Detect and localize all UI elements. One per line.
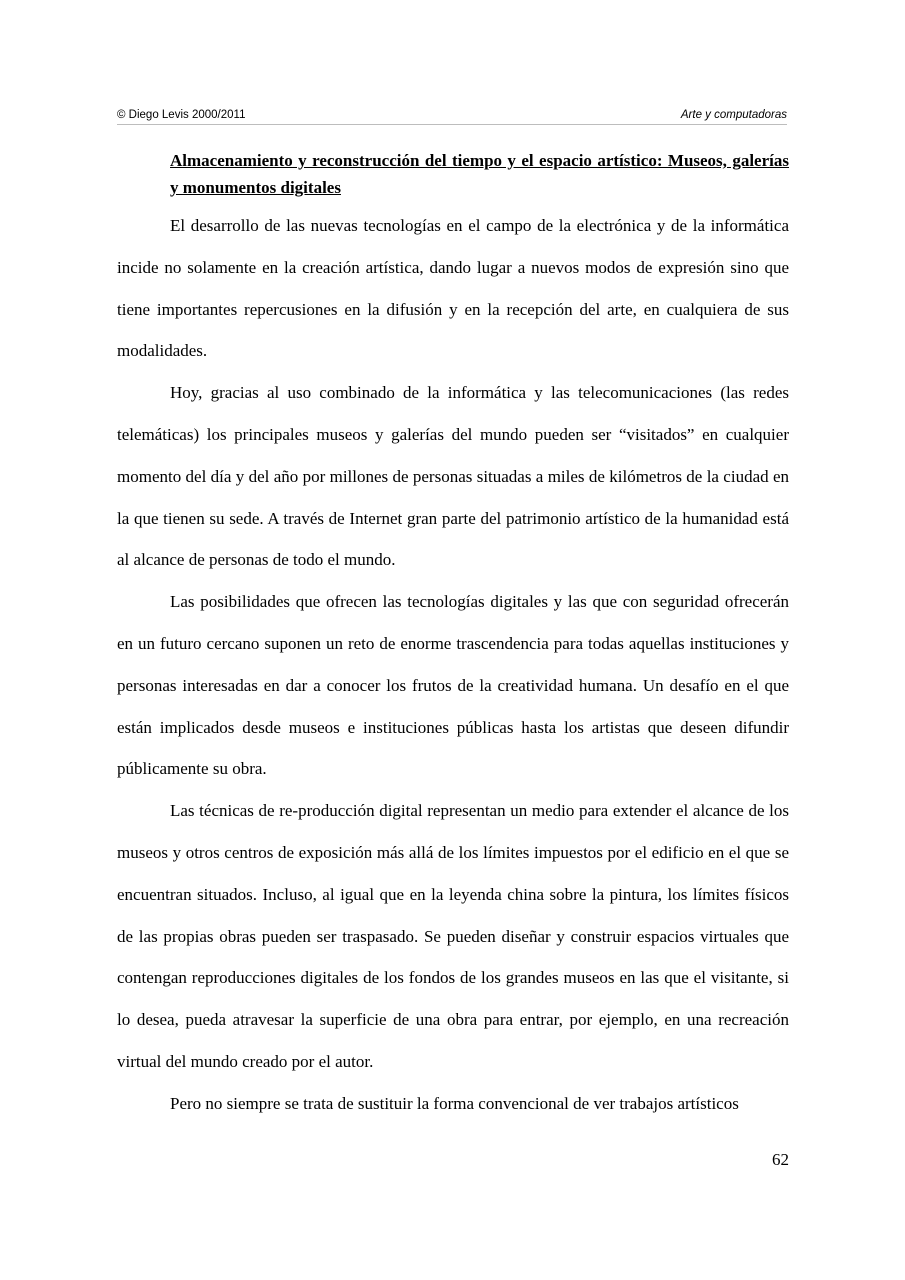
document-body xyxy=(117,147,789,1125)
running-header xyxy=(117,108,787,125)
page-number: 62 xyxy=(772,1150,789,1169)
section-heading: Almacenamiento y reconstrucción del tiempo y el espacio artístico: Museos, galerías y monumentos digitales xyxy=(170,151,789,197)
header-author: © Diego Levis 2000/2011 xyxy=(117,109,246,121)
header-title: Arte y computadoras xyxy=(680,109,787,121)
paragraph-3: Las posibilidades que ofrecen las tecnologías digitales y las que con seguridad ofrecerán en un futuro cercano suponen un reto de enorme trascendencia para todas aquellas instituciones y personas interesadas en dar a conocer los frutos de la creatividad humana. Un desafío en el que están implicados desde museos e instituciones públicas hasta los artistas que deseen difundir públicamente su obra. xyxy=(117,592,789,779)
paragraph-1: El desarrollo de las nuevas tecnologías en el campo de la electrónica y de la informática incide no solamente en la creación artística, dando lugar a nuevos modos de expresión sino que tiene importantes repercusiones en la difusión y en la recepción del arte, en cualquiera de sus modalidades. xyxy=(117,216,789,361)
paragraph-5: Pero no siempre se trata de sustituir la forma convencional de ver trabajos artísticos xyxy=(170,1093,739,1113)
paragraph-2: Hoy, gracias al uso combinado de la informática y las telecomunicaciones (las redes telemáticas) los principales museos y galerías del mundo pueden ser “visitados” en cualquier momento del día y del año por millones de personas situadas a miles de kilómetros de la ciudad en la que tienen su sede. A través de Internet gran parte del patrimonio artístico de la humanidad está al alcance de personas de todo el mundo. xyxy=(117,383,789,570)
paragraph-4: Las técnicas de re-producción digital representan un medio para extender el alcance de los museos y otros centros de exposición más allá de los límites impuestos por el edificio en el que se encuentran situados. Incluso, al igual que en la leyenda china sobre la pintura, los límites físicos de las propias obras pueden ser traspasado. Se pueden diseñar y construir espacios virtuales que contengan reproducciones digitales de los fondos de los grandes museos en las que el visitante, si lo desea, pueda atravesar la superficie de una obra para entrar, por ejemplo, en una recreación virtual del mundo creado por el autor. xyxy=(117,801,789,1071)
